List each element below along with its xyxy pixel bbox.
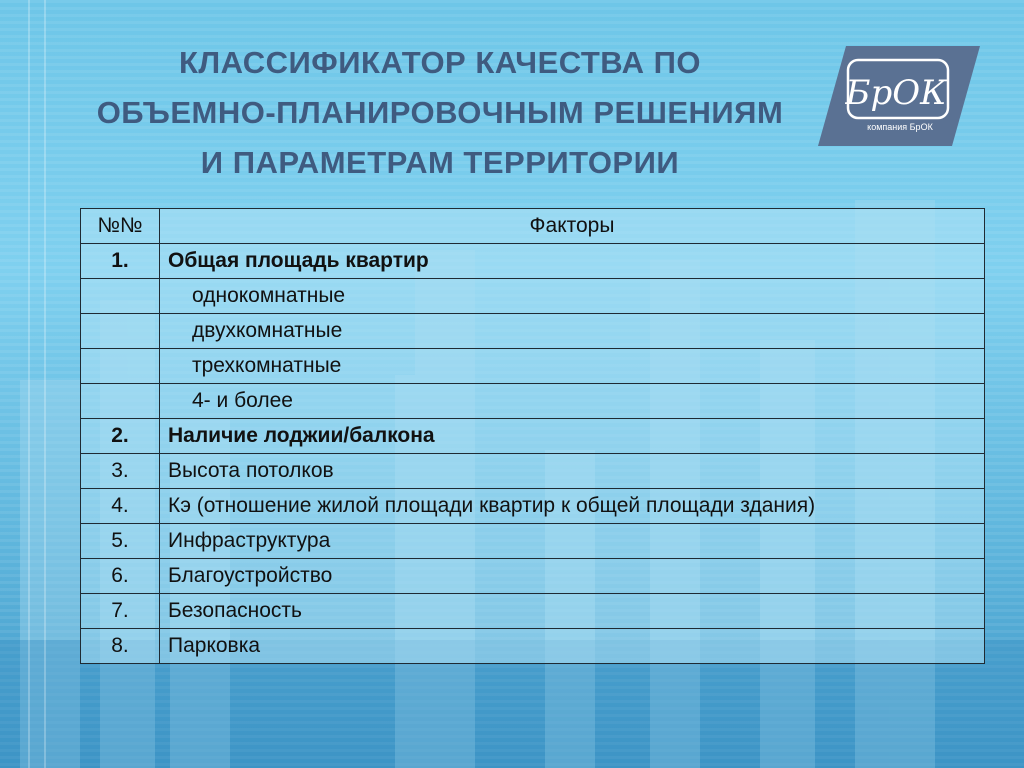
row-factor: Кэ (отношение жилой площади квартир к общей площади здания) xyxy=(160,489,985,524)
row-factor: Высота потолков xyxy=(160,454,985,489)
row-number: 6. xyxy=(81,559,160,594)
title-line-1: КЛАССИФИКАТОР КАЧЕСТВА ПО xyxy=(178,45,702,80)
title-line-3: И ПАРАМЕТРАМ ТЕРРИТОРИИ xyxy=(200,145,680,180)
factors-table xyxy=(80,208,985,664)
table-row xyxy=(81,419,985,454)
row-factor: Общая площадь квартир xyxy=(160,244,985,279)
logo-text: БрОК xyxy=(845,73,947,113)
decor-line xyxy=(44,0,46,768)
title-line-2: ОБЪЕМНО-ПЛАНИРОВОЧНЫМ РЕШЕНИЯМ xyxy=(96,95,784,130)
row-number xyxy=(81,314,160,349)
row-factor: Парковка xyxy=(160,629,985,664)
row-factor: Наличие лоджии/балкона xyxy=(160,419,985,454)
row-number: 2. xyxy=(81,419,160,454)
table-row xyxy=(81,349,985,384)
row-factor: трехкомнатные xyxy=(160,349,985,384)
row-number: 3. xyxy=(81,454,160,489)
table-row xyxy=(81,524,985,559)
table-row xyxy=(81,244,985,279)
decor-line xyxy=(28,0,30,768)
slide-title xyxy=(60,38,820,188)
company-logo xyxy=(818,46,980,146)
table-row xyxy=(81,559,985,594)
table-row xyxy=(81,629,985,664)
table-row xyxy=(81,384,985,419)
row-number: 5. xyxy=(81,524,160,559)
row-factor: Благоустройство xyxy=(160,559,985,594)
header-num: №№ xyxy=(81,209,160,244)
table-row xyxy=(81,279,985,314)
table-row xyxy=(81,314,985,349)
row-factor: Инфраструктура xyxy=(160,524,985,559)
table-row xyxy=(81,594,985,629)
row-number xyxy=(81,279,160,314)
row-factor: двухкомнатные xyxy=(160,314,985,349)
table-row xyxy=(81,489,985,524)
row-number xyxy=(81,349,160,384)
table-row xyxy=(81,454,985,489)
row-factor: Безопасность xyxy=(160,594,985,629)
logo-caption: компания БрОК xyxy=(867,122,933,132)
table-header-row xyxy=(81,209,985,244)
row-number: 4. xyxy=(81,489,160,524)
row-number: 7. xyxy=(81,594,160,629)
row-number: 8. xyxy=(81,629,160,664)
row-factor: 4- и более xyxy=(160,384,985,419)
header-factor: Факторы xyxy=(160,209,985,244)
row-number xyxy=(81,384,160,419)
row-number: 1. xyxy=(81,244,160,279)
row-factor: однокомнатные xyxy=(160,279,985,314)
